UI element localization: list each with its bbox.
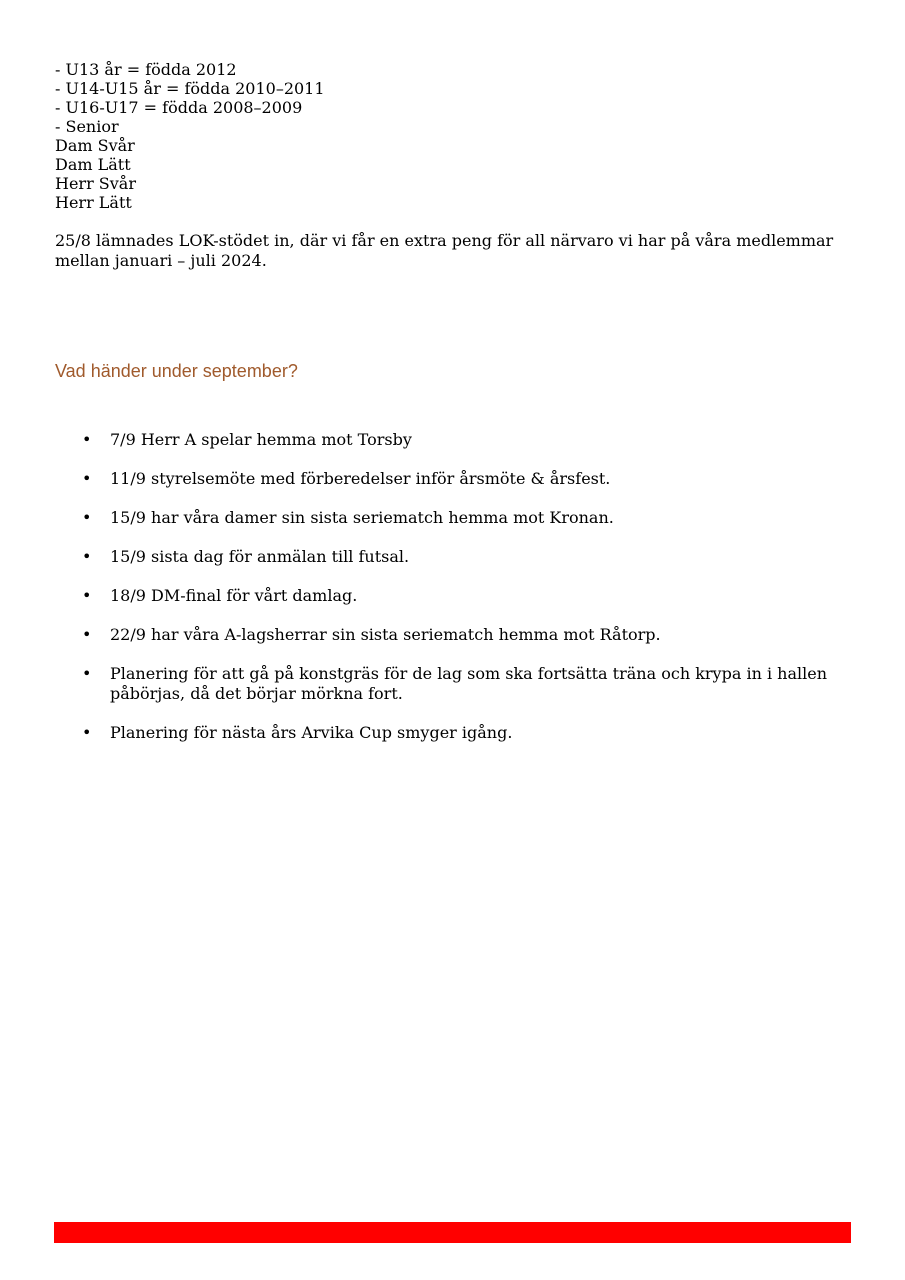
- event-text: Planering för att gå på konstgräs för de lag som ska fortsätta träna och krypa in i hallen påbörjas, då det börjar mörkna fort.: [110, 664, 828, 703]
- bullet-icon: •: [82, 664, 92, 683]
- age-group-list: [55, 60, 325, 212]
- list-item: [55, 430, 855, 450]
- bullet-icon: •: [82, 547, 92, 566]
- age-group-line: - U14-U15 år = födda 2010–2011: [55, 79, 325, 98]
- list-item: [55, 469, 855, 489]
- age-group-line: Dam Lätt: [55, 155, 131, 174]
- age-group-line: - Senior: [55, 117, 119, 136]
- event-text: 7/9 Herr A spelar hemma mot Torsby: [110, 430, 412, 449]
- event-text: 15/9 sista dag för anmälan till futsal.: [110, 547, 410, 566]
- event-text: 22/9 har våra A-lagsherrar sin sista seriematch hemma mot Råtorp.: [110, 625, 661, 644]
- age-group-line: - U16-U17 = födda 2008–2009: [55, 98, 303, 117]
- event-text: 18/9 DM-final för vårt damlag.: [110, 586, 358, 605]
- bullet-icon: •: [82, 469, 92, 488]
- list-item: [55, 547, 855, 567]
- list-item: [55, 723, 855, 743]
- footer-bar: [54, 1222, 851, 1243]
- bullet-icon: •: [82, 625, 92, 644]
- september-event-list: [55, 430, 855, 762]
- age-group-line: Herr Svår: [55, 174, 136, 193]
- list-item: [55, 664, 855, 704]
- event-text: 11/9 styrelsemöte med förberedelser inför årsmöte & årsfest.: [110, 469, 611, 488]
- list-item: [55, 586, 855, 606]
- event-text: 15/9 har våra damer sin sista seriematch hemma mot Kronan.: [110, 508, 614, 527]
- age-group-line: - U13 år = födda 2012: [55, 60, 237, 79]
- section-heading: Vad händer under september?: [55, 361, 298, 381]
- bullet-icon: •: [82, 723, 92, 742]
- bullet-icon: •: [82, 586, 92, 605]
- event-text: Planering för nästa års Arvika Cup smyger igång.: [110, 723, 513, 742]
- age-group-line: Dam Svår: [55, 136, 135, 155]
- list-item: [55, 508, 855, 528]
- list-item: [55, 625, 855, 645]
- age-group-line: Herr Lätt: [55, 193, 132, 212]
- bullet-icon: •: [82, 430, 92, 449]
- bullet-icon: •: [82, 508, 92, 527]
- lok-paragraph: 25/8 lämnades LOK-stödet in, där vi får en extra peng för all närvaro vi har på våra medlemmar mellan januari – juli 2024.: [55, 231, 834, 270]
